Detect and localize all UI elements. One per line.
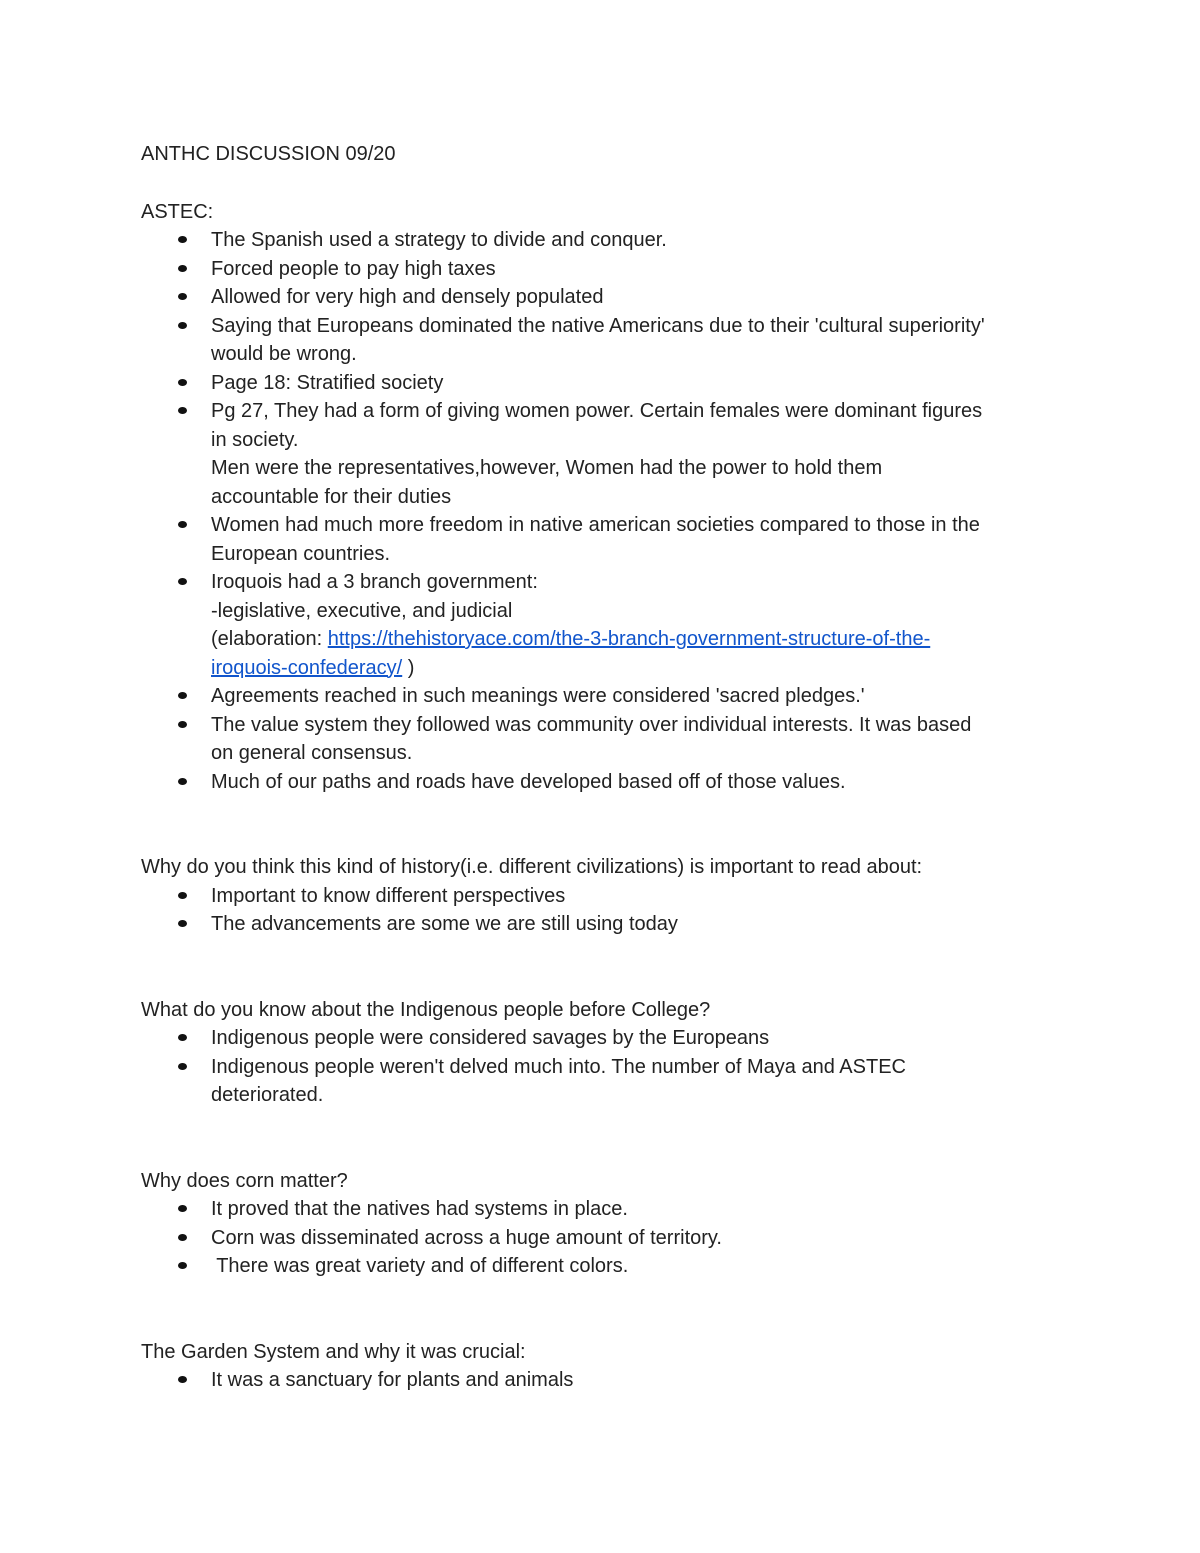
- section-heading-indigenous: What do you know about the Indigenous people before College?: [141, 998, 711, 1021]
- corn-bullet-list: [141, 1195, 1061, 1281]
- list-item: Women had much more freedom in native american societies compared to those in the European countries.: [141, 511, 1061, 568]
- section-heading-garden: The Garden System and why it was crucial:: [141, 1340, 526, 1363]
- list-item: Pg 27, They had a form of giving women power. Certain females were dominant figures in society. Men were the representatives,however, Women had the power to hold them accountable for their duties: [141, 397, 1061, 511]
- bullet-icon: [178, 322, 187, 329]
- list-item: Corn was disseminated across a huge amount of territory.: [141, 1224, 1061, 1253]
- list-item: Iroquois had a 3 branch government: -legislative, executive, and judicial (elaboration: https://thehistoryace.com/the-3-branch-government-structure-of-the- iroquois-confederacy/ ): [141, 568, 1061, 682]
- list-item: Agreements reached in such meanings were considered 'sacred pledges.': [141, 682, 1061, 711]
- bullet-icon: [178, 379, 187, 386]
- section-heading-astec: ASTEC:: [141, 200, 214, 223]
- list-item: The Spanish used a strategy to divide and conquer.: [141, 226, 1061, 255]
- bullet-icon: [178, 1234, 187, 1241]
- bullet-icon: [178, 236, 187, 243]
- spacer: [141, 169, 1061, 198]
- list-item: Forced people to pay high taxes: [141, 255, 1061, 284]
- bullet-icon: [178, 1376, 187, 1383]
- bullet-icon: [178, 521, 187, 528]
- list-item: There was great variety and of different colors.: [141, 1252, 1061, 1281]
- list-item: Much of our paths and roads have developed based off of those values.: [141, 768, 1061, 797]
- list-item: Indigenous people weren't delved much into. The number of Maya and ASTEC deteriorated.: [141, 1053, 1061, 1110]
- bullet-icon: [178, 721, 187, 728]
- elaboration-line-2: iroquois-confederacy/ ): [211, 656, 415, 679]
- document-title: ANTHC DISCUSSION 09/20: [141, 143, 396, 165]
- bullet-icon: [178, 892, 187, 899]
- section-heading-corn: Why does corn matter?: [141, 1169, 348, 1192]
- history-bullet-list: [141, 882, 1061, 939]
- spacer: [141, 939, 1061, 996]
- indigenous-bullet-list: [141, 1024, 1061, 1110]
- list-item: It proved that the natives had systems in place.: [141, 1195, 1061, 1224]
- bullet-icon: [178, 578, 187, 585]
- bullet-icon: [178, 407, 187, 414]
- list-item: Important to know different perspectives: [141, 882, 1061, 911]
- list-item: Page 18: Stratified society: [141, 369, 1061, 398]
- elaboration-link[interactable]: https://thehistoryace.com/the-3-branch-government-structure-of-the-: [327, 628, 931, 650]
- garden-bullet-list: [141, 1366, 1061, 1395]
- bullet-icon: [178, 778, 187, 785]
- bullet-icon: [178, 920, 187, 927]
- list-item: Allowed for very high and densely populated: [141, 283, 1061, 312]
- astec-bullet-list: [141, 226, 1061, 796]
- spacer: [141, 1110, 1061, 1167]
- list-item: It was a sanctuary for plants and animals: [141, 1366, 1061, 1395]
- bullet-icon: [178, 1262, 187, 1269]
- elaboration-link-continued[interactable]: iroquois-confederacy/: [211, 656, 403, 679]
- bullet-icon: [178, 1205, 187, 1212]
- section-heading-history: Why do you think this kind of history(i.e. different civilizations) is important to read about:: [141, 856, 923, 878]
- bullet-icon: [178, 692, 187, 699]
- bullet-icon: [178, 1034, 187, 1041]
- list-item: The advancements are some we are still using today: [141, 910, 1061, 939]
- bullet-icon: [178, 1063, 187, 1070]
- spacer: [141, 1281, 1061, 1338]
- document-page: [141, 140, 1061, 1395]
- spacer: [141, 796, 1061, 853]
- list-item: The value system they followed was community over individual interests. It was based on general consensus.: [141, 711, 1061, 768]
- bullet-icon: [178, 265, 187, 272]
- bullet-icon: [178, 293, 187, 300]
- list-item: Indigenous people were considered savages by the Europeans: [141, 1024, 1061, 1053]
- list-item: Saying that Europeans dominated the native Americans due to their 'cultural superiority' would be wrong.: [141, 312, 1061, 369]
- elaboration-line: (elaboration: https://thehistoryace.com/the-3-branch-government-structure-of-the-: [211, 628, 931, 650]
